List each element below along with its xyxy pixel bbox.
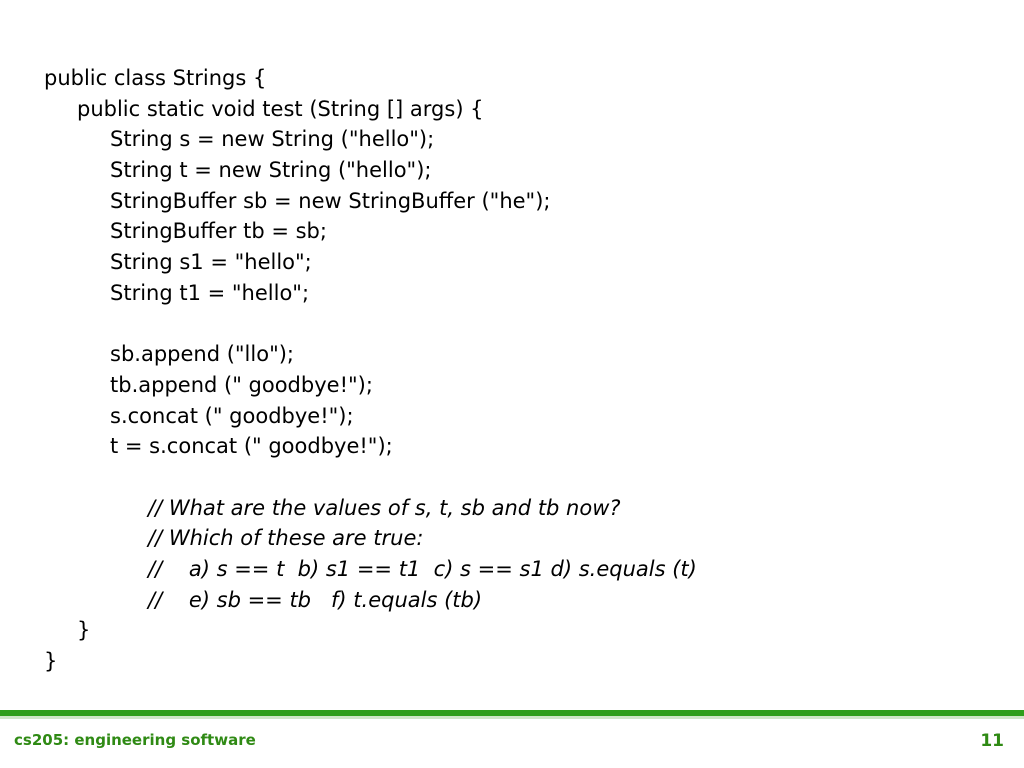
code-line-string-t1: String t1 = "hello"; [110,280,310,305]
code-block [44,63,697,677]
comment-options-e-f: // e) sb == tb f) t.equals (tb) [148,587,483,612]
footer-divider-shadow [0,716,1024,719]
code-line-stringbuffer-tb: StringBuffer tb = sb; [110,219,327,244]
code-line-sb-append: sb.append ("llo"); [110,342,295,367]
comment-options-a-d: // a) s == t b) s1 == t1 c) s == s1 d) s.equals (t) [148,557,697,581]
blank-line [44,309,697,340]
code-line-class-decl: public class Strings { [44,66,267,90]
slide-number: 11 [980,731,1004,751]
code-line-method-decl: public static void test (String [] args) { [77,96,484,121]
code-line-method-close: } [77,618,91,643]
code-line-string-t: String t = new String ("hello"); [110,158,432,183]
code-line-class-close: } [44,649,58,674]
blank-line [44,462,697,493]
code-line-string-s: String s = new String ("hello"); [110,127,435,152]
code-line-t-assign-concat: t = s.concat (" goodbye!"); [110,434,393,459]
code-line-string-s1: String s1 = "hello"; [110,250,312,275]
comment-question-values: // What are the values of s, t, sb and tb now? [148,495,621,520]
comment-question-true: // Which of these are true: [148,526,424,551]
code-line-tb-append: tb.append (" goodbye!"); [110,372,373,397]
course-title: cs205: engineering software [14,731,256,749]
code-line-stringbuffer-sb: StringBuffer sb = new StringBuffer ("he"); [110,188,551,213]
code-line-s-concat: s.concat (" goodbye!"); [110,403,354,428]
